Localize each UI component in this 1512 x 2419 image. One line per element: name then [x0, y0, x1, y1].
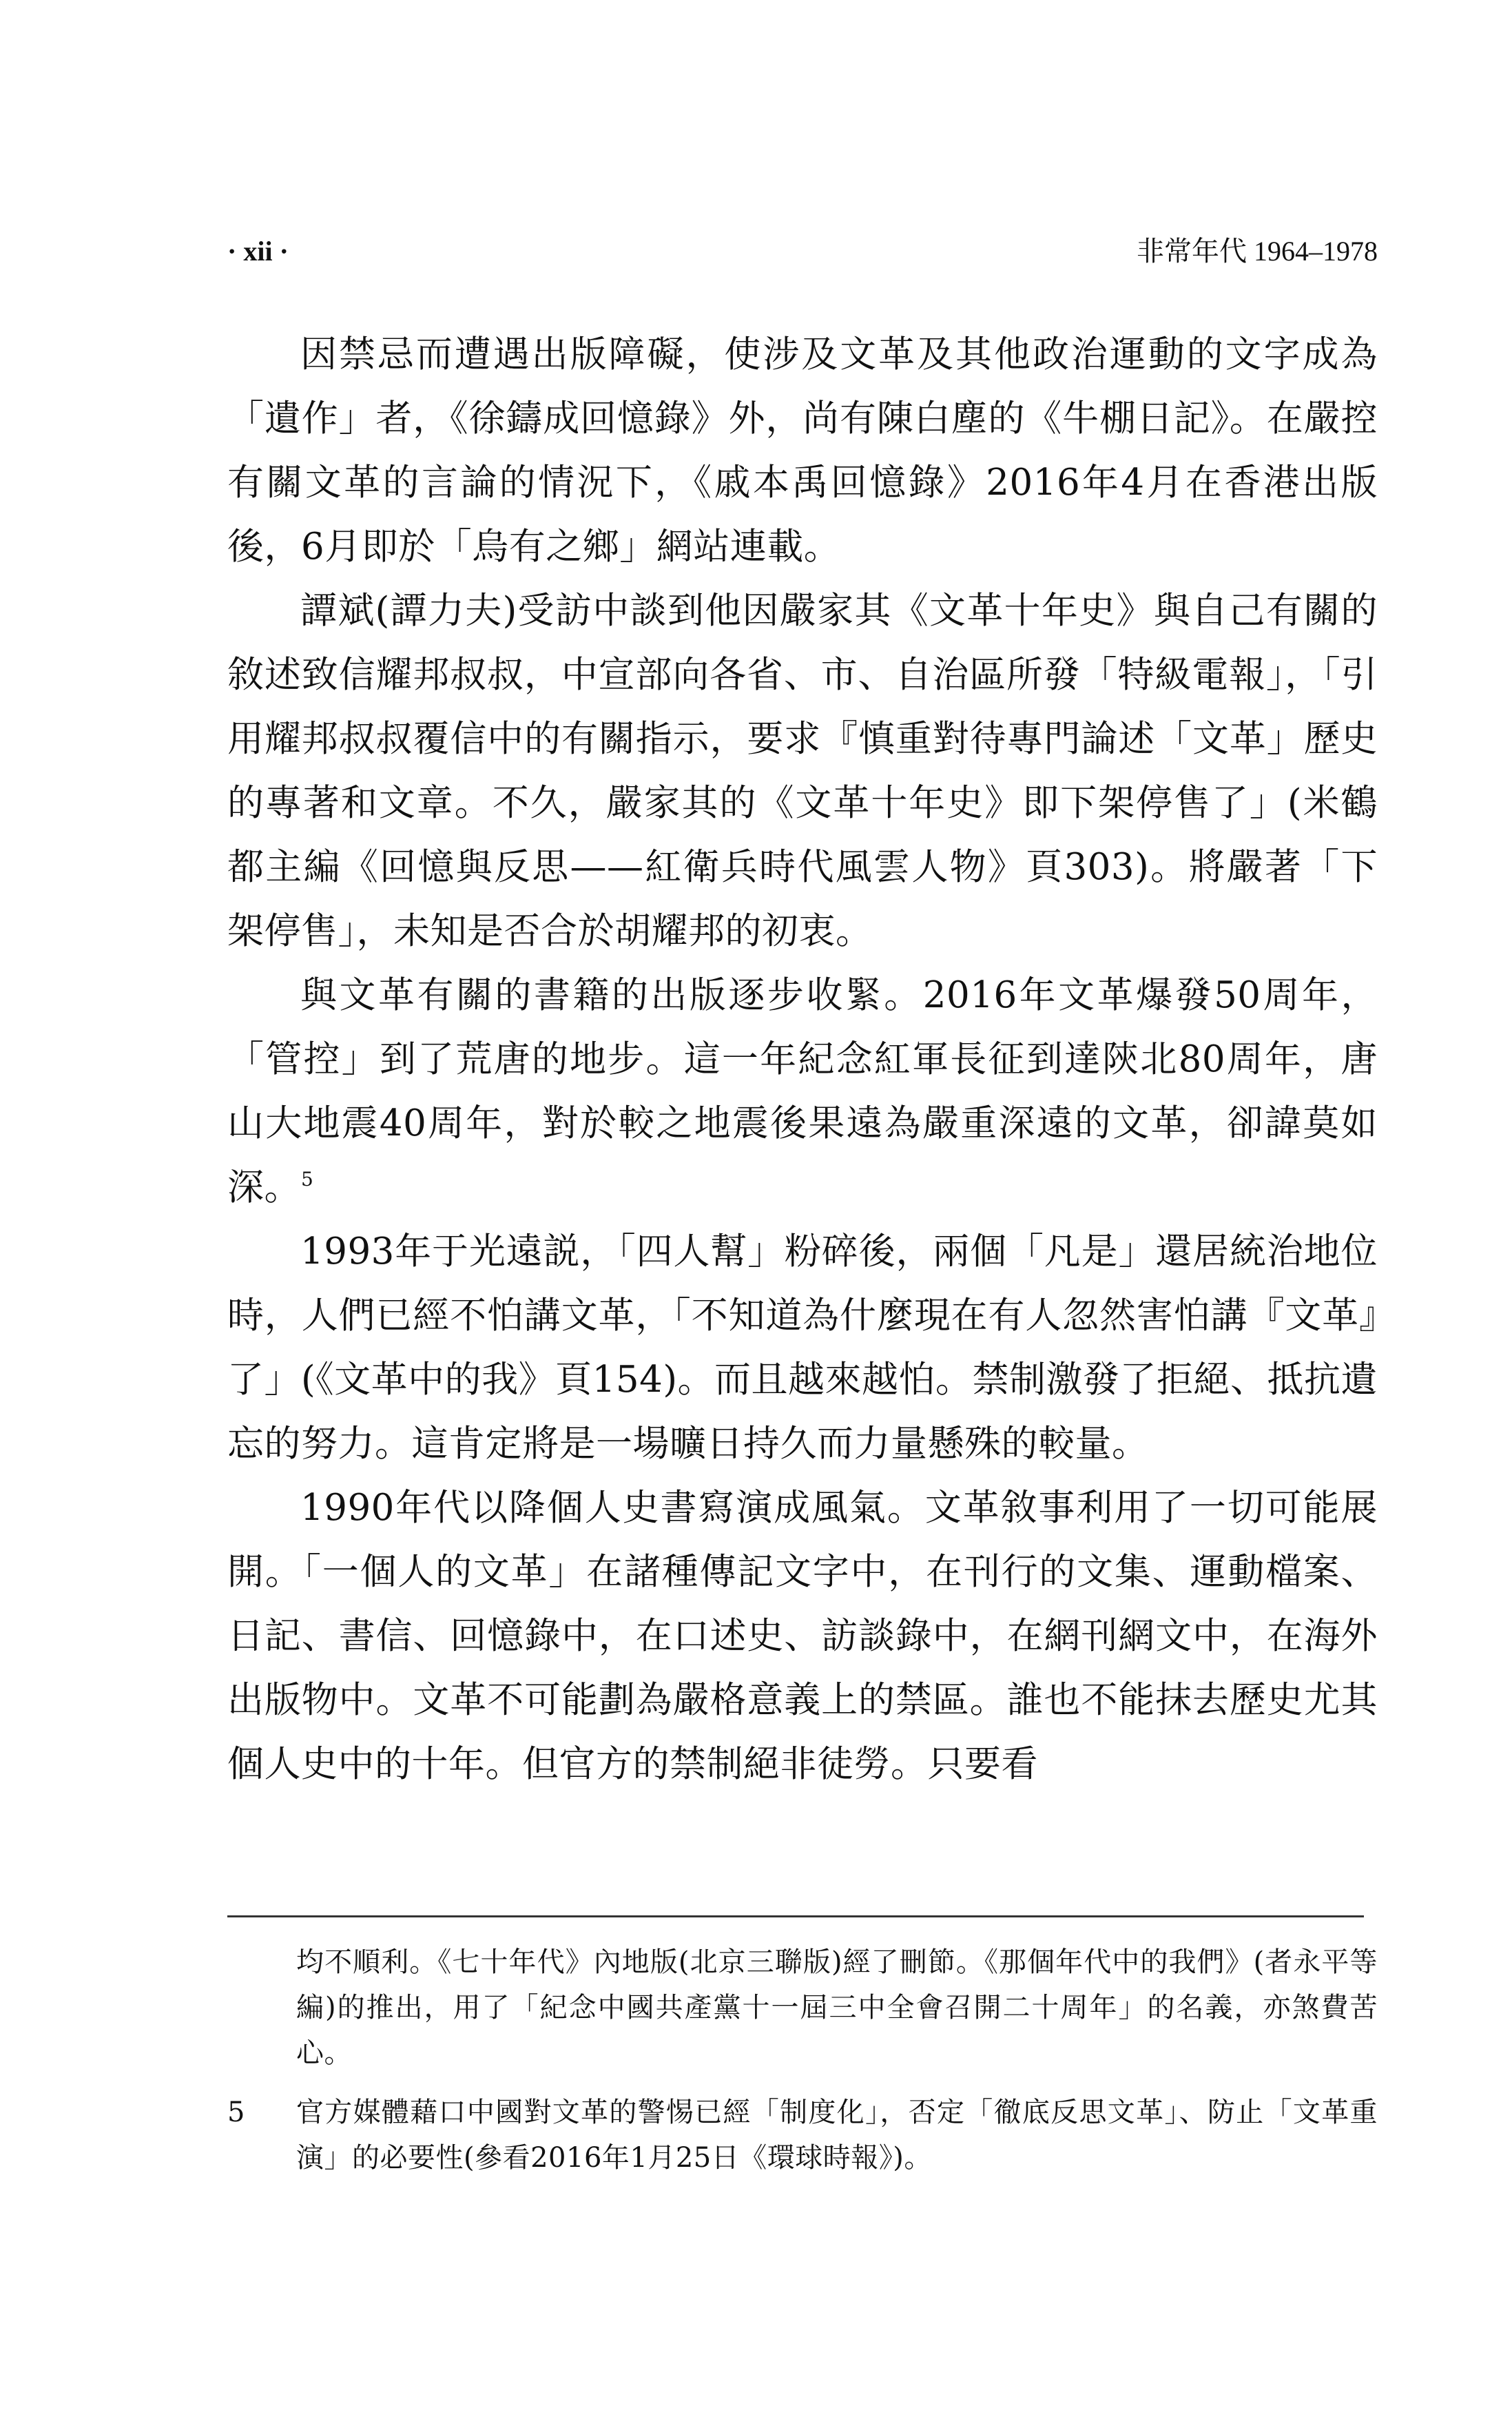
footnote-5 — [227, 2090, 1378, 2181]
paragraph-1: 因禁忌而遭遇出版障礙，使涉及文革及其他政治運動的文字成為「遺作」者，《徐鑄成回憶錄》外，尚有陳白塵的《牛棚日記》。在嚴控有關文革的言論的情況下，《戚本禹回憶錄》2016年4月在香港出版後，6月即於「烏有之鄉」網站連載。 — [227, 333, 1378, 568]
footnote-divider — [227, 1915, 1364, 1917]
footnote-reference[interactable]: 5 — [301, 1168, 314, 1191]
page-folio: · xii · — [227, 236, 289, 267]
footnote-continued: 均不順利。《七十年代》內地版(北京三聯版)經了刪節。《那個年代中的我們》(者永平等編)的推出，用了「紀念中國共產黨十一屆三中全會召開二十周年」的名義，亦煞費苦心。 — [296, 1946, 1378, 2069]
footnotes — [227, 1939, 1378, 2181]
paragraph-4: 1993年于光遠説，「四人幫」粉碎後，兩個「凡是」還居統治地位時，人們已經不怕講文革，「不知道為什麼現在有人忽然害怕講『文革』了」(《文革中的我》頁154)。而且越來越怕。禁制激發了拒絕、抵抗遺忘的努力。這肯定將是一場曠日持久而力量懸殊的較量。 — [227, 1231, 1378, 1465]
body-text — [227, 322, 1378, 1796]
footnote-text: 官方媒體藉口中國對文革的警惕已經「制度化」，否定「徹底反思文革」、防止「文革重演」的必要性(參看2016年1月25日《環球時報》)。 — [296, 2097, 1378, 2174]
footnote-number: 5 — [227, 2097, 245, 2128]
paragraph-3 — [227, 963, 1378, 1219]
running-title: 非常年代 1964–1978 — [1137, 236, 1378, 267]
running-head — [227, 231, 1378, 272]
paragraph-2: 譚斌(譚力夫)受訪中談到他因嚴家其《文革十年史》與自己有關的敘述致信耀邦叔叔，中宣部向各省、市、自治區所發「特級電報」，「引用耀邦叔叔覆信中的有關指示，要求『慎重對待專門論述「文革」歷史的專著和文章。不久，嚴家其的《文革十年史》即下架停售了」(米鶴都主編《回憶與反思——紅衛兵時代風雲人物》頁303)。將嚴著「下架停售」，未知是否合於胡耀邦的初衷。 — [227, 590, 1378, 952]
paragraph-5: 1990年代以降個人史書寫演成風氣。文革敘事利用了一切可能展開。「一個人的文革」在諸種傳記文字中，在刊行的文集、運動檔案、日記、書信、回憶錄中，在口述史、訪談錄中，在網刊網文中，在海外出版物中。文革不可能劃為嚴格意義上的禁區。誰也不能抹去歷史尤其個人史中的十年。但官方的禁制絕非徒勞。只要看 — [227, 1487, 1378, 1785]
paragraph-3-text: 與文革有關的書籍的出版逐步收緊。2016年文革爆發50周年，「管控」到了荒唐的地步。這一年紀念紅軍長征到達陝北80周年，唐山大地震40周年，對於較之地震後果遠為嚴重深遠的文革，卻諱莫如深。 — [227, 974, 1378, 1208]
